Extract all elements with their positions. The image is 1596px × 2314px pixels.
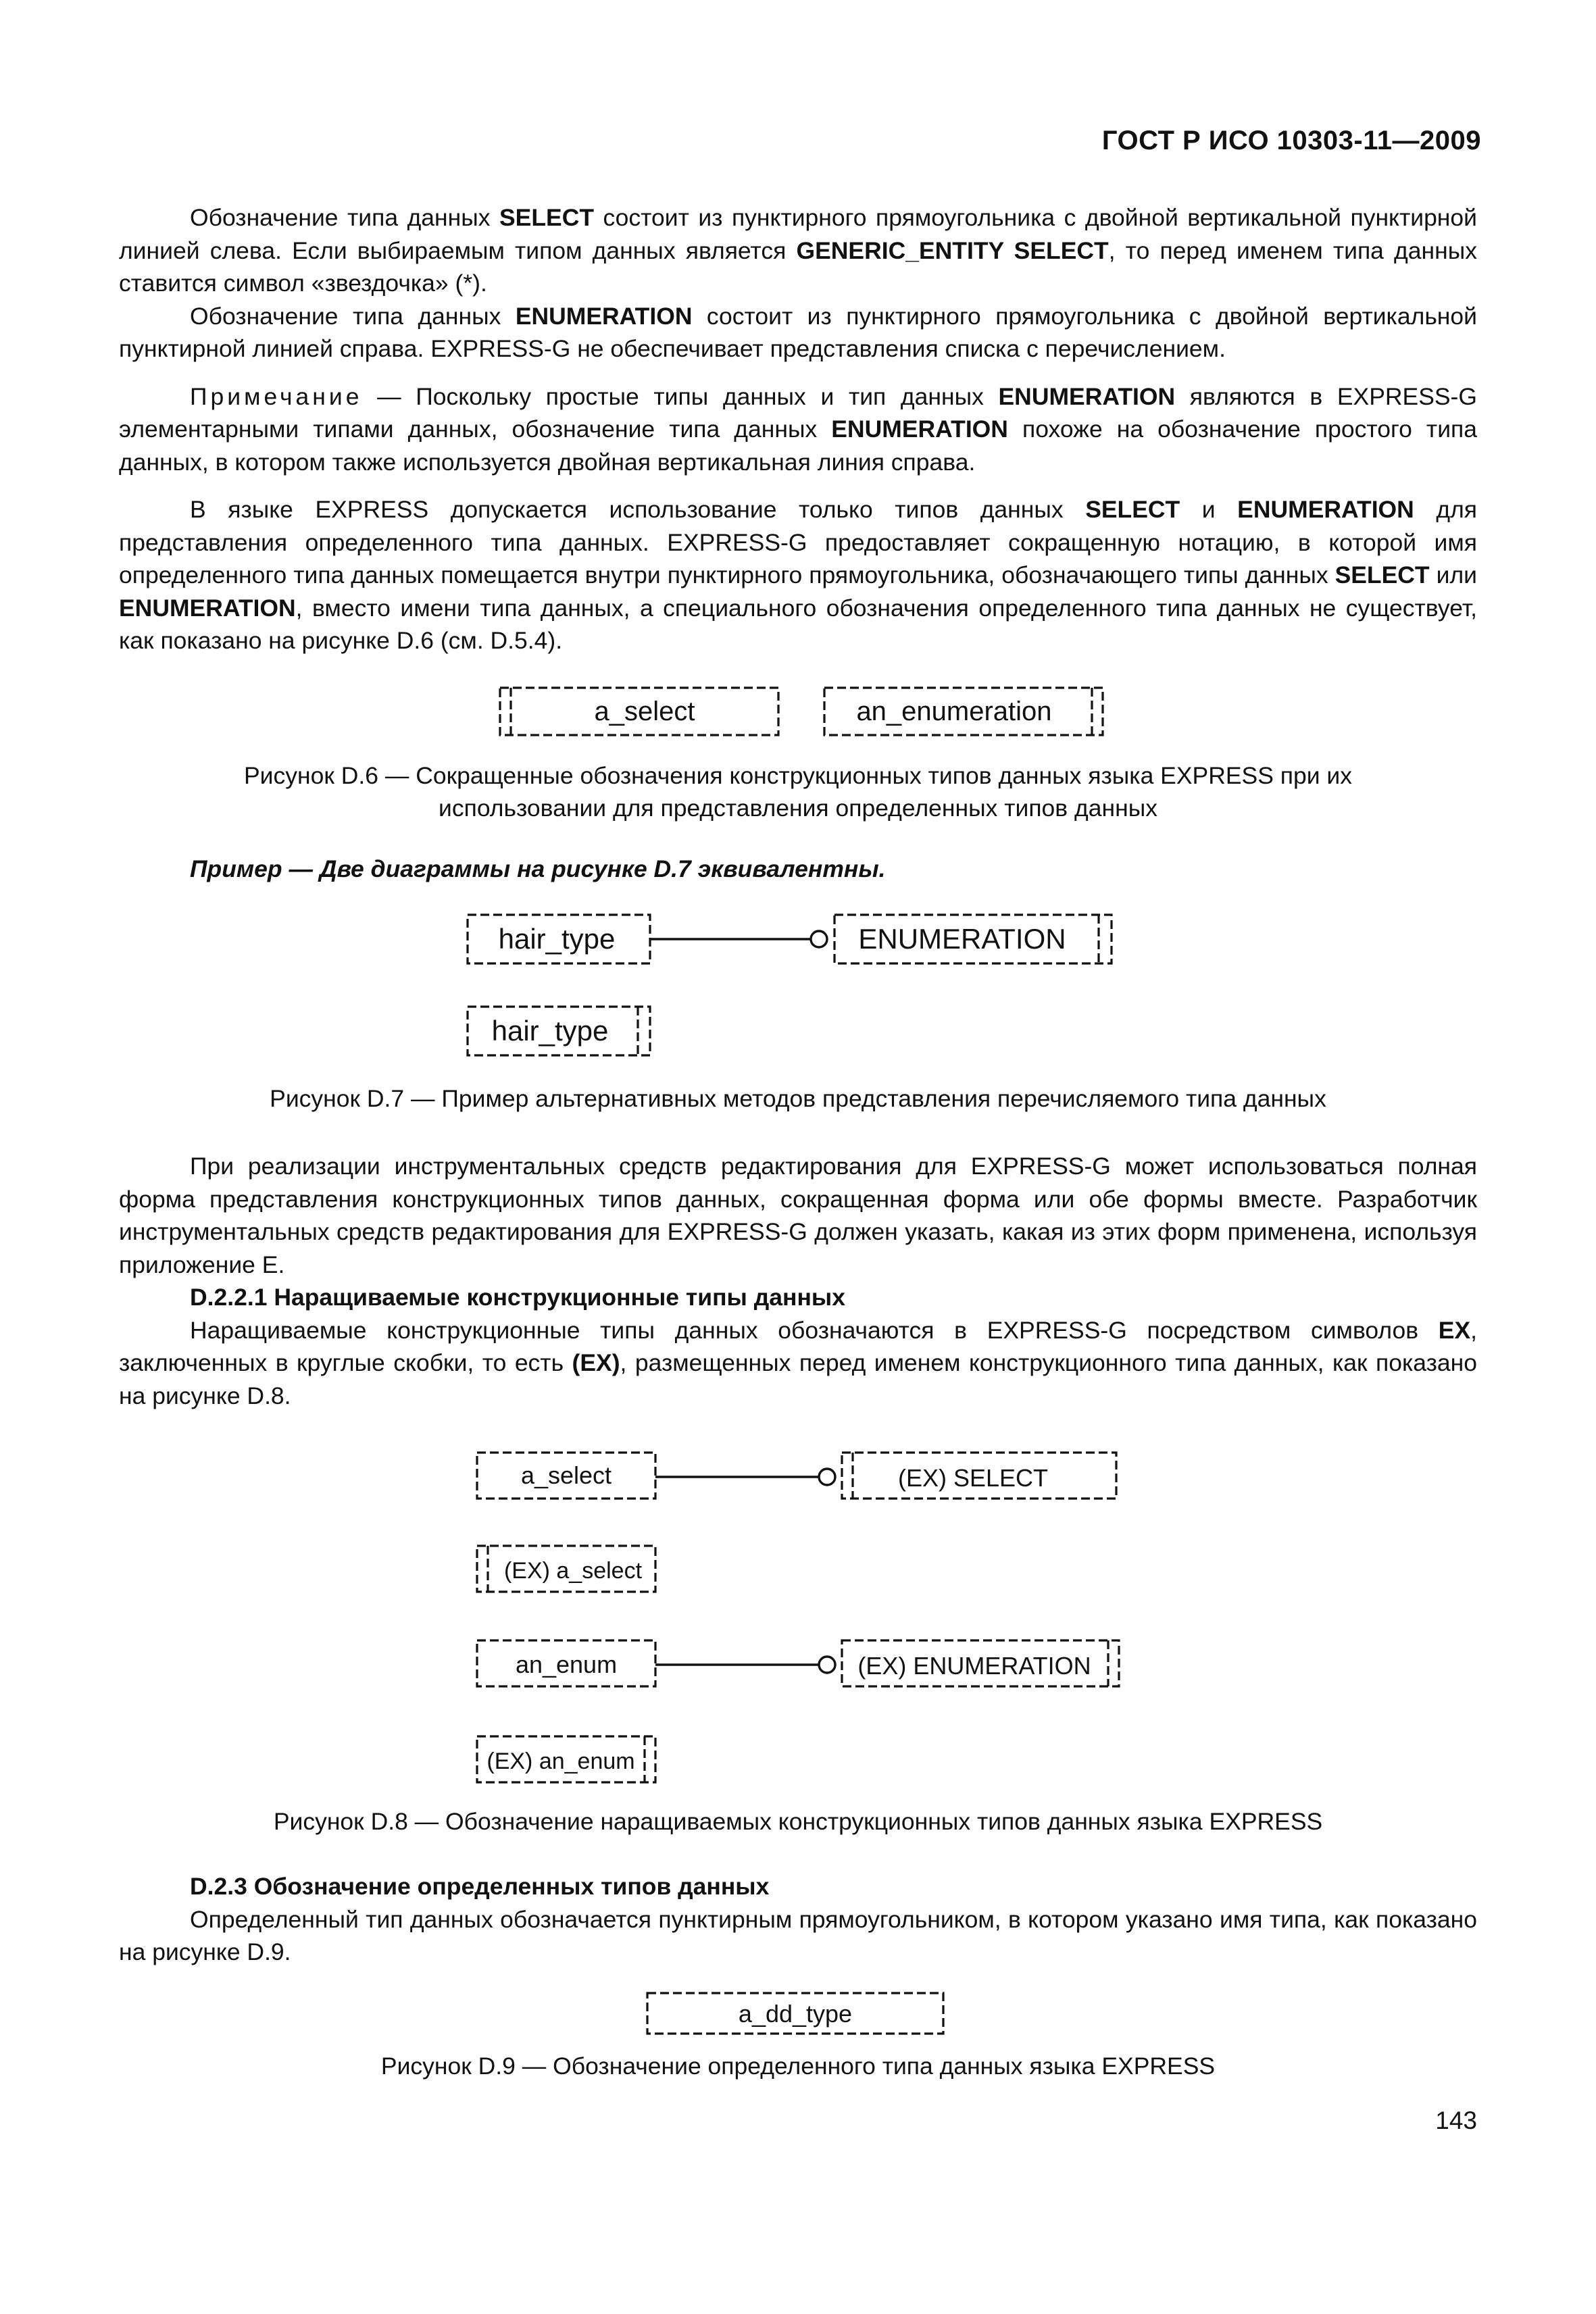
fig-d8-caption: Рисунок D.8 — Обозначение наращиваемых конструкционных типов данных языка EXPRESS	[273, 1808, 1323, 1835]
fig-d6-select-label: a_select	[594, 697, 695, 726]
fig-d8-select-label: a_select	[520, 1461, 612, 1489]
fig-d8-an-enum-label: an_enum	[515, 1651, 618, 1678]
fig-d6-caption-line2: использовании для представления определенных типов данных	[439, 795, 1157, 822]
example-text: Пример — Две диаграммы на рисунке D.7 эквивалентны.	[190, 855, 886, 882]
paragraph-select: Обозначение типа данных SELECT состоит из пунктирного прямоугольника с двойной вертикальной пунктирной линией слева. Если выбираемым типом данных является GENERIC_ENTITY SELECT, то перед именем типа данных ставится символ «звездочка» (*).	[119, 204, 1477, 297]
note-label: Примечание	[190, 382, 363, 410]
document-header: ГОСТ Р ИСО 10303-11—2009	[1101, 126, 1481, 155]
paragraph-extensible: Наращиваемые конструкционные типы данных обозначаются в EXPRESS-G посредством символов EX, заключенных в круглые скобки, то есть (EX), размещенных перед именем конструкционного типа данных, как показано на рисунке D.8.	[119, 1316, 1477, 1409]
fig-d7-hair-type-enum-label: hair_type	[491, 1015, 609, 1047]
fig-d7-caption: Рисунок D.7 — Пример альтернативных методов представления перечисляемого типа данных	[270, 1085, 1326, 1112]
fig-d8-ex-a-select-label: (EX) a_select	[503, 1558, 643, 1584]
section-d221-title: D.2.2.1 Наращиваемые конструкционные типы данных	[190, 1284, 845, 1311]
fig-d8-ex-an-enum-label: (EX) an_enum	[487, 1749, 635, 1774]
fig-d8-ex-enumeration-label: (EX) ENUMERATION	[857, 1652, 1091, 1680]
note-paragraph: Примечание — Поскольку простые типы данных и тип данных ENUMERATION являются в EXPRESS-G элементарными типами данных, обозначение типа данных ENUMERATION похоже на обозначение простого типа данных, в котором также используется двойная вертикальная линия справа.	[119, 382, 1477, 476]
paragraph-shorthand: В языке EXPRESS допускается использование только типов данных SELECT и ENUMERATION для представления определенного типа данных. EXPRESS-G предоставляет сокращенную нотацию, в которой имя определенного типа данных помещается внутри пунктирного прямоугольника, обозначающего типы данных SELECT или ENUMERATION, вместо имени типа данных, а специального обозначения определенного типа данных не существует, как показано на рисунке D.6 (см. D.5.4).	[119, 496, 1478, 654]
fig-d9-dd-type-label: a_dd_type	[738, 2000, 853, 2028]
fig-d6-caption-line1: Рисунок D.6 — Сокращенные обозначения конструкционных типов данных языка EXPRESS при их	[243, 762, 1352, 789]
fig-d7-hair-type-label: hair_type	[498, 923, 616, 955]
fig-d9-dd-type-box	[647, 1993, 943, 2034]
paragraph-tools: При реализации инструментальных средств редактирования для EXPRESS-G может использоваться полная форма представления конструкционных типов данных, сокращенная форма или обе формы вместе. Разработчик инструментальных средств редактирования для EXPRESS-G должен указать, какая из этих форм применена, используя приложение E.	[119, 1153, 1477, 1278]
paragraph-defined-type: Определенный тип данных обозначается пунктирным прямоугольником, в котором указано имя типа, как показано на рисунке D.9.	[119, 1905, 1477, 1965]
fig-d9-caption: Рисунок D.9 — Обозначение определенного типа данных языка EXPRESS	[380, 2053, 1216, 2080]
fig-d7-enumeration-label: ENUMERATION	[858, 923, 1066, 955]
paragraph-enumeration: Обозначение типа данных ENUMERATION состоит из пунктирного прямоугольника с двойной вертикальной пунктирной линией справа. EXPRESS-G не обеспечивает представления списка с перечислением.	[119, 302, 1477, 362]
section-d23-title: D.2.3 Обозначение определенных типов данных	[190, 1873, 770, 1900]
fig-d8-ex-select-label: (EX) SELECT	[897, 1464, 1049, 1492]
page-number: 143	[1435, 2107, 1477, 2134]
fig-d6-enumeration-label: an_enumeration	[856, 697, 1052, 726]
